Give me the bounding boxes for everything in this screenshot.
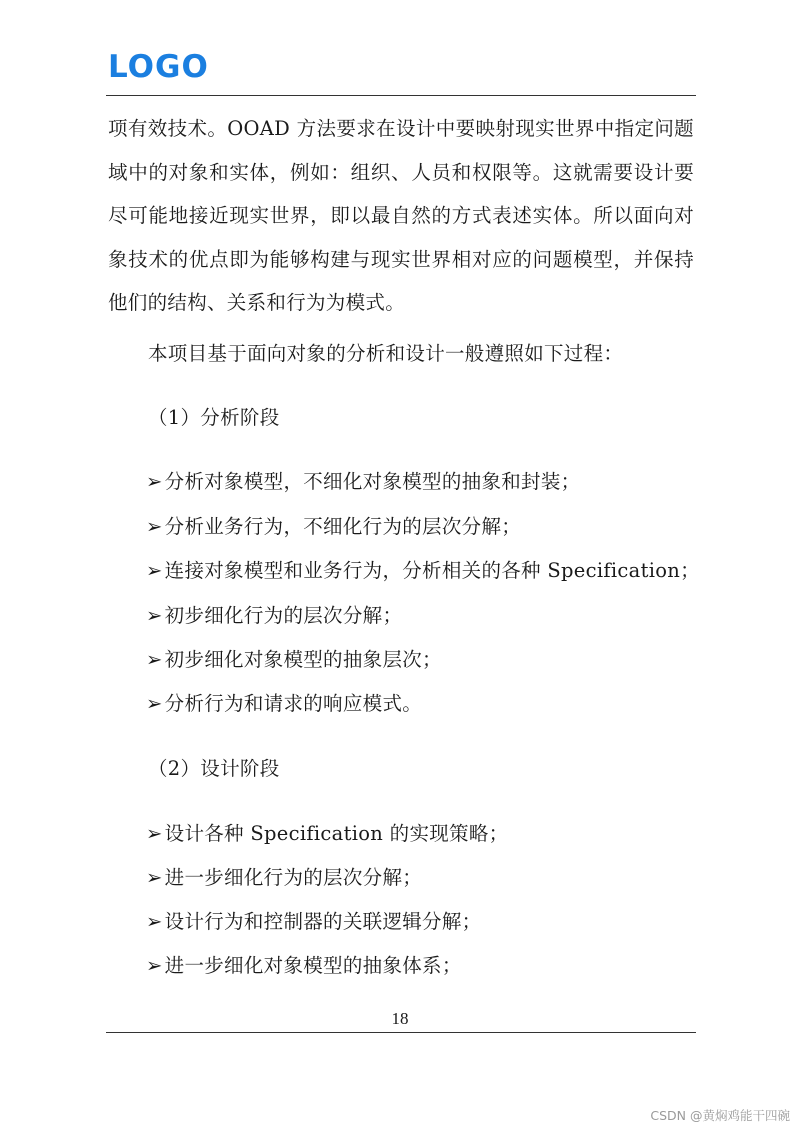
list-item	[146, 950, 462, 978]
list-item	[146, 600, 402, 628]
page-number: 18	[391, 1009, 409, 1028]
footer-rule	[106, 1032, 696, 1033]
arrow-bullet-icon: ➢	[146, 604, 163, 627]
process-intro: 本项目基于面向对象的分析和设计一般遵照如下过程：	[148, 342, 624, 365]
arrow-bullet-icon: ➢	[146, 954, 163, 977]
list-item	[146, 688, 422, 716]
arrow-bullet-icon: ➢	[146, 648, 163, 671]
list-item	[146, 818, 508, 846]
arrow-bullet-icon: ➢	[146, 692, 163, 715]
list-item-text: 进一步细化对象模型的抽象体系；	[164, 954, 462, 977]
list-item	[146, 555, 700, 583]
list-item	[146, 511, 521, 539]
analysis-heading: （1）分析阶段	[148, 406, 280, 429]
list-item-text: 连接对象模型和业务行为，分析相关的各种 Specification；	[164, 559, 700, 582]
list-item-text: 进一步细化行为的层次分解；	[164, 866, 423, 889]
list-item	[146, 862, 422, 890]
list-item-text: 设计行为和控制器的关联逻辑分解；	[164, 910, 482, 933]
list-item-text: 初步细化行为的层次分解；	[164, 604, 403, 627]
list-item-text: 分析行为和请求的响应模式。	[164, 692, 423, 715]
design-heading: （2）设计阶段	[148, 757, 280, 780]
arrow-bullet-icon: ➢	[146, 470, 163, 493]
logo: LOGO	[108, 49, 209, 85]
arrow-bullet-icon: ➢	[146, 822, 163, 845]
arrow-bullet-icon: ➢	[146, 559, 163, 582]
arrow-bullet-icon: ➢	[146, 866, 163, 889]
list-item-text: 分析对象模型，不细化对象模型的抽象和封装；	[164, 470, 581, 493]
arrow-bullet-icon: ➢	[146, 515, 163, 538]
list-item-text: 分析业务行为，不细化行为的层次分解；	[164, 515, 522, 538]
list-item	[146, 644, 442, 672]
intro-paragraph: 项有效技术。OOAD 方法要求在设计中要映射现实世界中指定问题域中的对象和实体，例如：组织、人员和权限等。这就需要设计要尽可能地接近现实世界，即以最自然的方式表述实体。所以面向对象技术的优点即为能够构建与现实世界相对应的问题模型，并保持他们的结构、关系和行为为模式。	[108, 117, 694, 315]
arrow-bullet-icon: ➢	[146, 910, 163, 933]
watermark: CSDN @黄焖鸡能干四碗	[650, 1108, 790, 1123]
list-item-text: 初步细化对象模型的抽象层次；	[164, 648, 442, 671]
list-item	[146, 906, 481, 934]
list-item	[146, 466, 580, 494]
list-item-text: 设计各种 Specification 的实现策略；	[164, 822, 509, 845]
header-rule	[106, 95, 696, 96]
